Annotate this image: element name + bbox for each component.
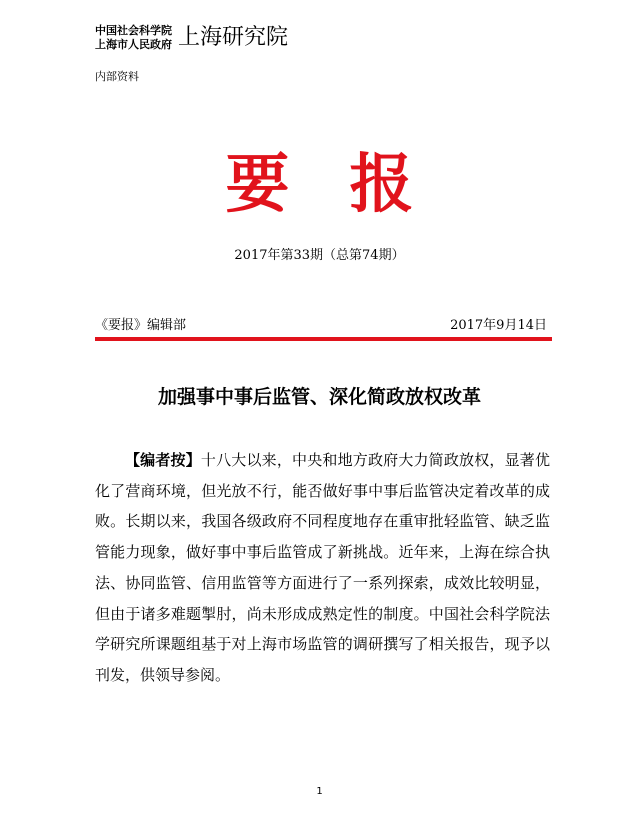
institute-name: 上海研究院	[178, 25, 289, 50]
editor-note-body: 十八大以来，中央和地方政府大力简政放权，显著优化了营商环境，但光放不行，能否做好事中事后监管决定着改革的成败。长期以来，我国各级政府不同程度地存在重审批轻监管、缺乏监管能力现象，做好事中事后监管成了新挑战。近年来，上海在综合执法、协同监管、信用监管等方面进行了一系列探索，成效比较明显，但由于诸多难题掣肘，尚未形成成熟定性的制度。中国社会科学院法学研究所课题组基于对上海市场监管的调研撰写了相关报告，现予以刊发，供领导参阅。	[95, 451, 550, 684]
editorial-department: 《要报》编辑部	[95, 318, 187, 333]
letterhead	[95, 24, 288, 52]
page-number: 1	[316, 786, 323, 797]
masthead-char-2: 报	[349, 147, 414, 222]
masthead-title	[0, 147, 639, 222]
editorial-row	[95, 314, 547, 333]
internal-material-label: 内部资料	[95, 70, 139, 83]
sponsor-organizations	[95, 24, 172, 52]
red-divider	[95, 337, 552, 341]
issue-number: 2017年第33期（总第74期）	[234, 248, 405, 263]
article-title: 加强事中事后监管、深化简政放权改革	[157, 386, 481, 408]
org-line-1: 中国社会科学院	[95, 24, 172, 37]
masthead-char-1: 要	[225, 147, 290, 222]
editor-note-paragraph	[95, 445, 550, 691]
editor-note-lead: 【编者按】	[125, 451, 201, 469]
publication-date: 2017年9月14日	[450, 318, 547, 333]
org-line-2: 上海市人民政府	[95, 38, 172, 51]
